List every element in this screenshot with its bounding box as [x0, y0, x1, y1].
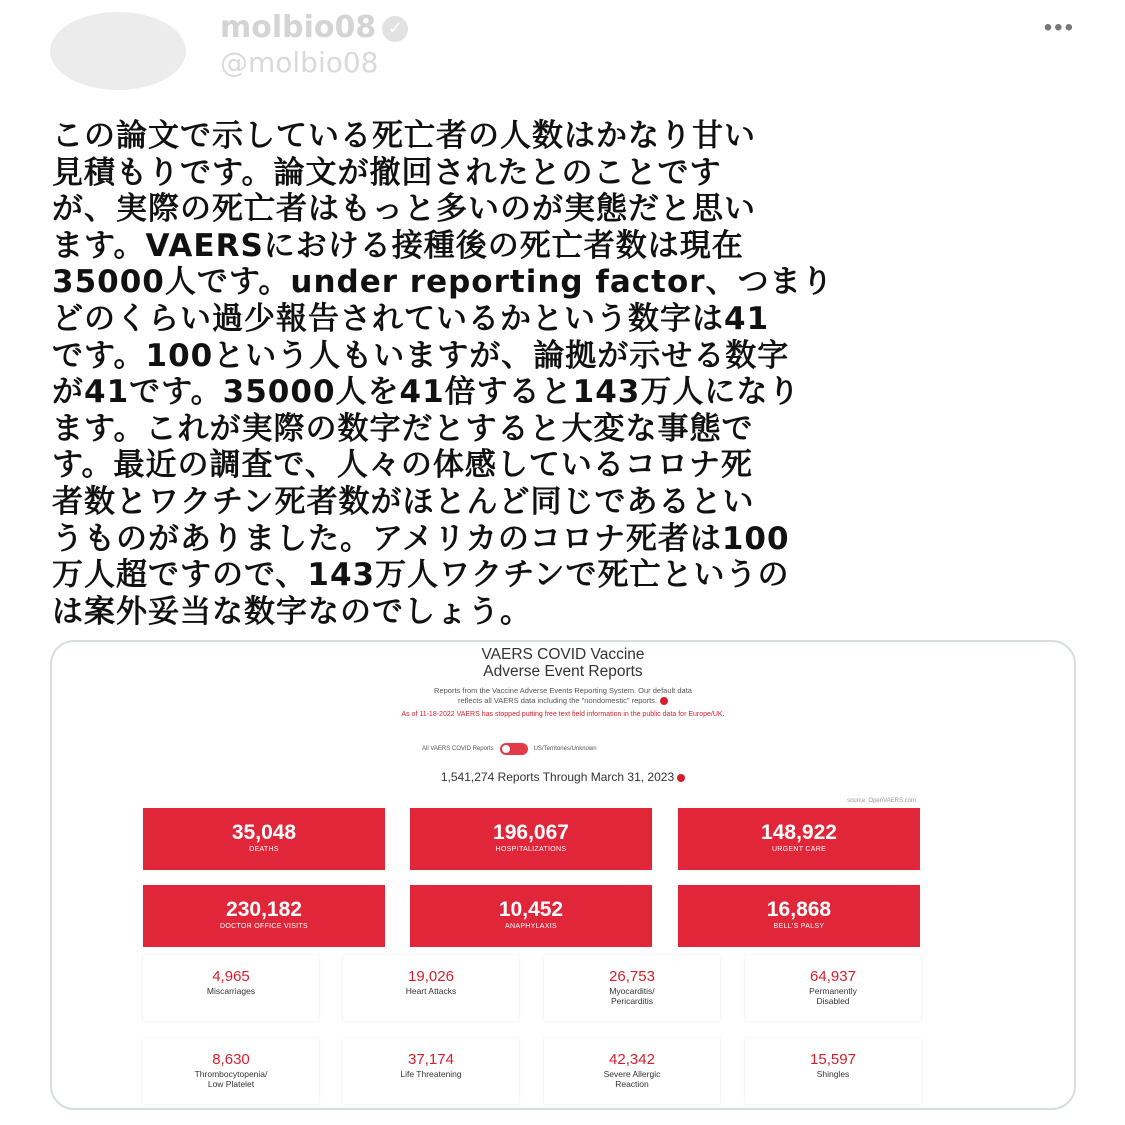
- stat-value: 42,342: [609, 1051, 655, 1068]
- stat-urgent-care: [678, 808, 920, 870]
- username[interactable]: [220, 10, 408, 45]
- stat-label: HOSPITALIZATIONS: [495, 846, 567, 853]
- stat-life-threatening: [343, 1038, 519, 1104]
- stat-label: Thrombocytopenia/ Low Platelet: [194, 1069, 268, 1089]
- stat-value: 230,182: [226, 898, 302, 921]
- stat-value: 26,753: [609, 968, 655, 985]
- more-options-button[interactable]: •••: [1043, 14, 1075, 41]
- stat-shingles: [745, 1038, 921, 1104]
- stat-label: DEATHS: [249, 846, 279, 853]
- stat-permanently-disabled: [745, 955, 921, 1021]
- stat-value: 4,965: [212, 968, 250, 985]
- reports-total: [52, 770, 1074, 784]
- source-label: source: OpenVAERS.com: [847, 798, 916, 804]
- stat-label: DOCTOR OFFICE VISITS: [220, 923, 308, 930]
- tweet-media-card[interactable]: [50, 640, 1076, 1110]
- stat-label: Severe Allergic Reaction: [603, 1069, 661, 1089]
- stat-value: 15,597: [810, 1051, 856, 1068]
- stat-value: 8,630: [212, 1051, 250, 1068]
- stat-thrombocytopenia: [143, 1038, 319, 1104]
- stat-deaths: [143, 808, 385, 870]
- stat-value: 35,048: [231, 821, 297, 844]
- username-text: molbio08: [220, 10, 377, 45]
- stat-label: Heart Attacks: [405, 986, 457, 996]
- card-description-line1: Reports from the Vaccine Adverse Events Reporting System. Our default data: [434, 686, 692, 695]
- stat-label: BELL'S PALSY: [773, 923, 825, 930]
- user-handle[interactable]: @molbio08: [220, 46, 379, 79]
- stat-anaphylaxis: [410, 885, 652, 947]
- verified-badge-icon: ✓: [382, 16, 408, 42]
- toggle-left-label: All VAERS COVID Reports: [422, 746, 494, 752]
- stat-doctor-office-visits: [143, 885, 385, 947]
- reports-total-text: 1,541,274 Reports Through March 31, 2023: [440, 770, 675, 784]
- tweet-text: この論文で示している死亡者の人数はかなり甘い 見積もりです。論文が撤回されたとのことです が、実際の死亡者はもっと多いのが実態だと思い ます。VAERSにおける接種後の死亡者数は現在 35000人です。under reporting factor、つまり どのくらい過少報告されているかという数字は41 です。100という人もいますが、論拠が示せる数字 が41です。35000人を41倍すると143万人になり ます。これが実際の数字だとすると大変な事態で す。最近の調査で、人々の体感しているコロナ死 者数とワクチン死者数がほとんど同じであるとい うものがありました。アメリカのコロナ死者は100 万人超ですので、143万人ワクチンで死亡というの は案外妥当な数字なのでしょう。: [52, 118, 834, 630]
- info-dot-icon: [660, 697, 668, 705]
- stat-value: 16,868: [766, 898, 832, 921]
- stat-heart-attacks: [343, 955, 519, 1021]
- stat-value: 64,937: [810, 968, 856, 985]
- stat-label: ANAPHYLAXIS: [505, 923, 557, 930]
- card-title-line1: VAERS COVID Vaccine: [481, 646, 645, 663]
- card-title-line2: Adverse Event Reports: [483, 663, 643, 680]
- stat-label: URGENT CARE: [771, 846, 827, 853]
- stat-value: 19,026: [408, 968, 454, 985]
- stat-miscarriages: [143, 955, 319, 1021]
- avatar[interactable]: [50, 12, 186, 90]
- card-description-line2-text: reflects all VAERS data including the "nondomestic" reports.: [457, 696, 658, 705]
- card-notice: As of 11-18-2022 VAERS has stopped putting free text field information in the public data for Europe/UK.: [401, 711, 725, 718]
- stat-myocarditis: [544, 955, 720, 1021]
- stat-severe-allergic-reaction: [544, 1038, 720, 1104]
- stat-value: 196,067: [493, 821, 569, 844]
- info-dot-icon: [677, 774, 685, 782]
- region-toggle[interactable]: [500, 743, 528, 755]
- stat-value: 37,174: [408, 1051, 454, 1068]
- stat-label: Permanently Disabled: [809, 986, 857, 1006]
- stat-value: 10,452: [498, 898, 564, 921]
- stat-hospitalizations: [410, 808, 652, 870]
- card-description-line2: [52, 696, 1074, 706]
- stat-label: Shingles: [816, 1069, 850, 1079]
- stat-label: Miscarriages: [206, 986, 256, 996]
- stat-label: Myocarditis/ Pericarditis: [609, 986, 655, 1006]
- stat-label: Life Threatening: [400, 1069, 462, 1079]
- stat-value: 148,922: [761, 821, 837, 844]
- stat-bells-palsy: [678, 885, 920, 947]
- toggle-right-label: US/Territories/Unknown: [533, 746, 597, 752]
- report-filter-toggle-row: [422, 743, 597, 755]
